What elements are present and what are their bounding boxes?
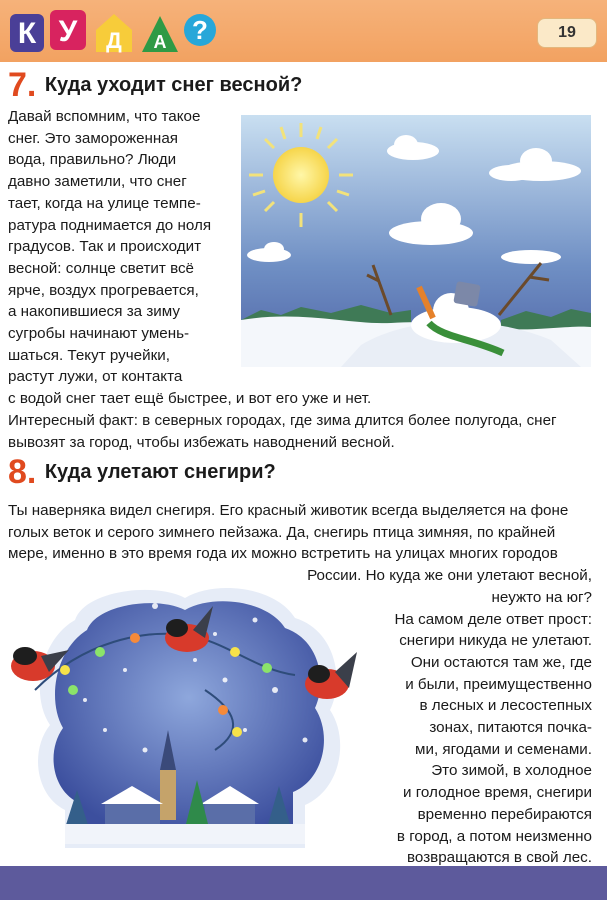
- s8-line-10: в лесных и лесостепных: [419, 697, 592, 715]
- s7-line-2: снег. Это замороженная: [8, 129, 178, 147]
- logo-letter-a: А: [153, 32, 167, 52]
- s8-line-11: зонах, питаются почка-: [429, 719, 592, 736]
- s8-line-2: голых веток и серого зимнего пейзажа. Да, снегирь птица зимняя, по крайней: [8, 523, 556, 541]
- s7-line-1: Давай вспомним, что такое: [8, 108, 201, 125]
- s8-line-9: и были, преимущественно: [405, 675, 592, 693]
- bullfinches-winter-illustration: [5, 580, 365, 850]
- logo-letter-d: Д: [106, 28, 122, 53]
- s7-line-7: градусов. Так и происходит: [8, 238, 202, 256]
- section-7-number: 7.: [8, 66, 37, 104]
- s8-line-17: возвращаются в свой лес.: [407, 849, 592, 867]
- s8-line-13: Это зимой, в холодное: [431, 762, 592, 780]
- s8-line-14: и голодное время, снегири: [403, 784, 592, 802]
- s7-line-16: вывозят за город, чтобы избежать наводнений весной.: [8, 433, 395, 451]
- s7-line-13: растут лужи, от контакта: [8, 368, 183, 386]
- s7-line-15: Интересный факт: в северных городах, где зима длится более полугода, снег: [8, 411, 557, 429]
- logo-question: ?: [192, 15, 208, 45]
- s7-line-3: вода, правильно? Люди: [8, 151, 177, 169]
- section-8-heading: [8, 453, 276, 492]
- top-banner: [0, 0, 607, 62]
- s7-line-10: а накопившиеся за зиму: [8, 303, 180, 321]
- section-8-title: Куда улетают снегири?: [44, 461, 276, 483]
- s8-line-1: Ты наверняка видел снегиря. Его красный животик всегда выделяется на фоне: [8, 502, 569, 519]
- s7-line-11: сугробы начинают умень-: [8, 325, 190, 342]
- s8-line-12: ми, ягодами и семенами.: [415, 740, 592, 758]
- s7-line-8: весной: солнце светит всё: [8, 259, 195, 277]
- s8-line-6: На самом деле ответ прост:: [394, 610, 592, 628]
- s7-line-5: тает, когда на улице темпе-: [8, 194, 201, 212]
- s8-line-7: снегири никуда не улетают.: [399, 632, 592, 650]
- s8-line-5: неужто на юг?: [491, 588, 592, 606]
- logo-letter-k: К: [17, 17, 37, 50]
- s8-line-15: временно перебираются: [417, 805, 592, 823]
- section-7-heading: [8, 66, 302, 105]
- section-7-title: Куда уходит снег весной?: [44, 74, 303, 96]
- s8-line-8: Они остаются там же, где: [410, 653, 592, 671]
- s7-line-12: шаться. Текут ручейки,: [8, 346, 170, 364]
- section-8-number: 8.: [8, 453, 37, 491]
- s7-line-6: ратура поднимается до ноля: [8, 216, 212, 234]
- s7-line-4: давно заметили, что снег: [8, 173, 187, 191]
- s8-line-16: в город, а потом неизменно: [396, 827, 592, 845]
- s8-line-4: России. Но куда же они улетают весной,: [307, 567, 592, 585]
- logo-letter-u: У: [58, 15, 78, 48]
- page-number: 19: [537, 18, 597, 48]
- s7-line-9: ярче, воздух прогревается,: [8, 281, 199, 299]
- kuda-logo: [8, 8, 218, 56]
- s7-line-14: с водой снег тает ещё быстрее, и вот его уже и нет.: [8, 390, 372, 408]
- s8-line-3: мере, именно в это время года их можно встретить на улицах многих городов: [8, 545, 558, 563]
- melting-snowman-illustration: [241, 115, 591, 367]
- bottom-banner: [0, 866, 607, 900]
